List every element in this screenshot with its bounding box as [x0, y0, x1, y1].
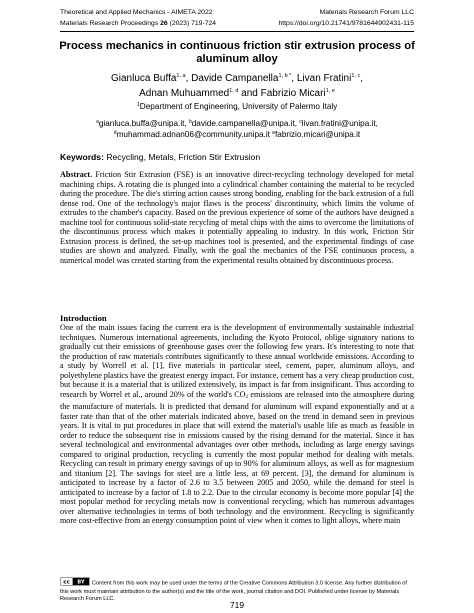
email-link[interactable]: fabrizio.micari@unipa.it: [274, 129, 361, 139]
paper-title: Process mechanics in continuous friction stir extrusion process of aluminum alloy: [59, 40, 415, 65]
author-sup: 1, d: [229, 88, 239, 94]
author-list: Gianluca Buffa$^{1, a}$, Davide Campanella$^{1, b *}$, Livan Fratini$^{1, c}$, Adnan Muhuammed$^{1, d}$ and Fabrizio Micari$^{1, e}$: [111, 73, 363, 99]
page-number: 719: [230, 600, 244, 610]
email-link[interactable]: gianluca.buffa@unipa.it,: [98, 119, 189, 128]
affiliation-sup: 1: [136, 102, 140, 108]
author-sup: 1, a: [176, 73, 186, 79]
author: Gianluca Buffa: [111, 73, 177, 84]
abstract-label: Abstract.: [60, 170, 93, 179]
author-sup: 1, c: [351, 73, 361, 79]
publisher-name: Materials Research Forum LLC: [319, 9, 414, 16]
email-link[interactable]: davide.campanella@unipa.it,: [191, 119, 300, 128]
license-text: Content from this work may be used under the terms of the Creative Commons Attribution 3.0 license. Any further distribution of this work must maintain attribution to the author(s) and the title of the work, journal citation and DOI. Published under license by Materials Research Forum LLC.: [60, 580, 407, 602]
author: Davide Campanella: [191, 73, 279, 84]
keywords-label: Keywords:: [60, 152, 104, 162]
author: Adnan Muhuammed: [139, 88, 230, 99]
proceedings-citation: Materials Research Proceedings 26 (2023) 719-724: [60, 20, 217, 27]
section-heading-introduction: Introduction: [60, 313, 107, 323]
svg-text:BY: BY: [77, 579, 85, 586]
affiliation: $^1$Department of Engineering, University of Palermo Italy: [136, 102, 338, 111]
abstract-text: Friction Stir Extrusion (FSE) is an innovative direct-recycling technology developed for metal machining chips. A rotating die is plunged into a cylindrical chamber containing the material to be recycled during the procedure. The die's stirring action causes strong bonding, enabling for the back extrusion of a full dense rod. One of the technology's major flaws is the process' discontinuity, which limits the volume of extrudes to the chamber's capacity. Based on the previous experience of some of the authors have designed a machine tool for continuous solid-state recycling of metal chips with the aims to overcome the limitations of the discontinuous process which makes it potentially appealing to industry. In this work, Friction Stir Extrusion process is defined, the set-up machines tool is presented, and the experimental findings of case studies are shown and analyzed. Finally, with the goal the mechanics of the FSE continuous process, a numerical model was created starting from the experimental results obtained by discontinuous process.: [60, 170, 414, 265]
email-list: $^a$gianluca.buffa@unipa.it, $^b$davide.campanella@unipa.it, $^c$livan.fratini@unipa.it, $^d$muhammad.adnan06@community.unipa.it $^e$fabrizio.micari@unipa.it: [96, 119, 378, 139]
author-sup: 1, e: [325, 88, 335, 94]
email-link[interactable]: muhammad.adnan06@community.unipa.it: [116, 129, 273, 139]
abstract: [60, 170, 414, 265]
author: Livan Fratini: [296, 73, 352, 84]
email-link[interactable]: livan.fratini@unipa.it,: [301, 119, 378, 128]
author-sup: 1, b *: [278, 73, 292, 79]
cc-by-license-icon[interactable]: [60, 577, 90, 589]
introduction-body: One of the main issues facing the current era is the development of environmentally sustainable industrial techniques. Numerous international agreements, including the Kyoto Protocol, oblige signatory nations to gradually cut their emissions of greenhouse gases over the following few years. It's interesting to note that the production of raw materials contributes significantly to these annual worldwide emissions. According to a study by Worrell et al. [1], five materials in particular steel, cement, paper, aluminum alloys, and polyethylene plastics have the greatest energy impact. For instance, cement has a very cheap production cost, but because it is a material that is utilized extensively, its impact is far from insignificant. Thus according to research by Worrel et al., around 20% of the world's $CO_2$ emissions are released into the atmosphere during the manufacture of materials. It is predicted that demand for aluminum will expand exponentially and at a faster rate than that of the other materials indicated above, based on the trend in demand seen in previous years. It is vital to put procedures in place that will extend the material's usable life as much as feasible in order to reduce the subsequent rise in emissions caused by the rising demand for the material. Since it has several technological and environmental advantages over other methods, including as large energy savings compared to original production, recycling is currently the most popular method for dealing with metals. Recycling can result in primary energy savings of up to 90% for aluminum alloys, as well as for magnesium and titanium [2]. The savings for steel are a little less, at 69 percent. [3], the demand for aluminum is anticipated to increase by a factor of 2.6 to 3.5 between 2005 and 2050, while the demand for steel is anticipated to increase by a factor of 1.8 to 2.2. Due to the circular economy is become more popular [4] the most popular method for recycling metals now is conventional recycling, which has numerous advantages over alternative technologies in terms of both technology and the environment. Recycling is significantly more cost-effective from an energy consumption point of view when it comes to light alloys, where main: [60, 323, 415, 525]
doi-link[interactable]: https://doi.org/10.21741/9781644902431-115: [278, 20, 414, 27]
keywords-text: Recycling, Metals, Friction Stir Extrusion: [103, 152, 261, 162]
proceedings-volume: 26: [160, 20, 168, 27]
svg-text:cc: cc: [63, 579, 70, 586]
header-divider: [60, 31, 414, 32]
keywords: [60, 152, 414, 163]
author: Fabrizio Micari: [260, 88, 326, 99]
journal-name: Theoretical and Applied Mechanics - AIMETA 2022: [60, 9, 213, 16]
